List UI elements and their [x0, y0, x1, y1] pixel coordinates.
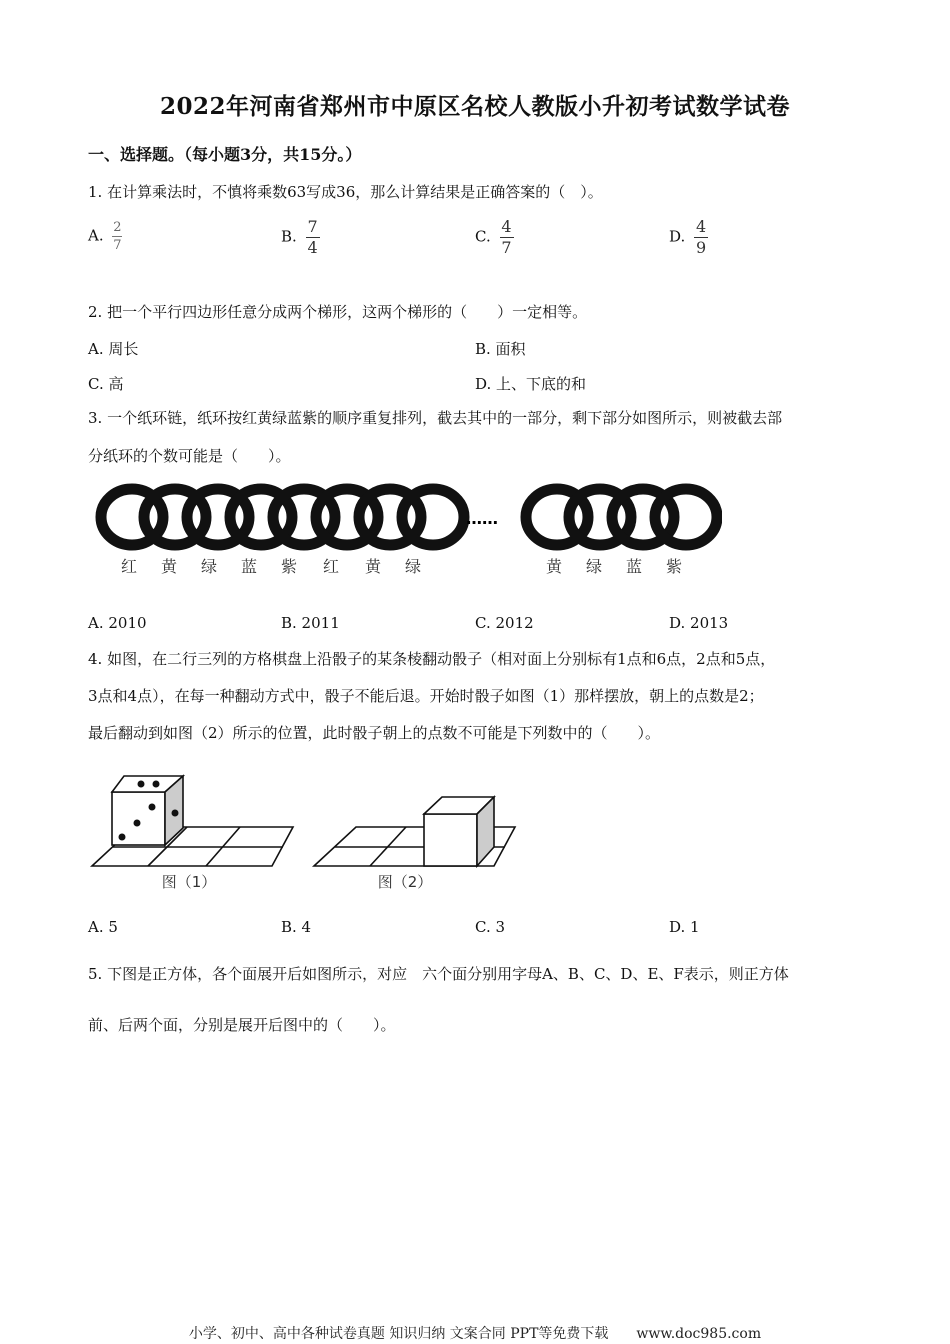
die-2-front [424, 814, 477, 866]
q4-option-b: B. 4 [281, 918, 312, 936]
q2-option-d: D. 上、下底的和 [475, 375, 587, 393]
question-3-line2: 分纸环的个数可能是（ ）。 [88, 447, 291, 465]
fraction: $\frac{2}{7}$ [113, 220, 122, 253]
q4-option-c: C. 3 [475, 918, 506, 936]
q2-option-b: B. 面积 [475, 340, 526, 358]
q1-option-c: C. $\frac{4}{7}$ [475, 217, 512, 257]
question-5-line1: 5. 下图是正方体，各个面展开后如图所示，对应 六个面分别用字母A、B、C、D、E、F表示，则正方体 [88, 965, 789, 983]
q2-option-a: A. 周长 [88, 340, 139, 358]
q3-option-a: A. 2010 [88, 614, 147, 632]
section-heading: 一、选择题。（每小题3分，共15分。） [88, 145, 362, 164]
ring-label: 绿 [404, 557, 422, 576]
fraction: $\frac{4}{9}$ [695, 217, 707, 257]
q3-option-d: D. 2013 [669, 614, 729, 632]
question-3-line1: 3. 一个纸环链，纸环按红黄绿蓝紫的顺序重复排列，截去其中的一部分，剩下部分如图所示，则被截去部 [88, 409, 783, 427]
ring-label: 紫 [665, 557, 683, 576]
ring-label: 黄 [545, 557, 563, 576]
ring-chain-figure [92, 480, 722, 580]
figure-1-caption: 图（1） [161, 873, 217, 891]
page-footer: 小学、初中、高中各种试卷真题 知识归纳 文案合同 PPT等免费下载 www.doc985.com [188, 1326, 762, 1342]
ring-label: 红 [322, 557, 340, 576]
page-title: 2022年河南省郑州市中原区名校人教版小升初考试数学试卷 [159, 93, 790, 120]
q2-option-c: C. 高 [88, 375, 124, 393]
q3-option-b: B. 2011 [281, 614, 340, 632]
figure-2-caption: 图（2） [377, 873, 433, 891]
ring-label: 蓝 [625, 557, 643, 576]
q1-option-a: A. $\frac{2}{7}$ [88, 220, 122, 253]
q1-option-b: B. $\frac{7}{4}$ [281, 217, 318, 257]
question-2-text: 2. 把一个平行四边形任意分成两个梯形，这两个梯形的（ ）一定相等。 [88, 303, 588, 321]
ring [402, 489, 464, 545]
ring-label: 黄 [364, 557, 382, 576]
ring-label: 紫 [280, 557, 298, 576]
q4-option-d: D. 1 [669, 918, 700, 936]
ring-label: 绿 [200, 557, 218, 576]
fraction: $\frac{4}{7}$ [501, 217, 512, 257]
q1-option-d: D. $\frac{4}{9}$ [669, 217, 707, 257]
fraction: $\frac{7}{4}$ [307, 217, 318, 257]
ring-label: 绿 [585, 557, 603, 576]
ring [655, 489, 717, 545]
ring-label: 红 [120, 557, 138, 576]
q4-option-a: A. 5 [88, 918, 118, 936]
question-5-line2: 前、后两个面，分别是展开后图中的（ ）。 [88, 1016, 396, 1034]
question-4-line2: 3点和4点），在每一种翻动方式中，骰子不能后退。开始时骰子如图（1）那样摆放，朝上的点数是2； [88, 687, 764, 705]
ring-label: 蓝 [240, 557, 258, 576]
ring-label: 黄 [160, 557, 178, 576]
question-1-text: 1. 在计算乘法时，不慎将乘数63写成36，那么计算结果是正确答案的（ ）。 [88, 183, 603, 201]
dice-board-figure [88, 770, 528, 895]
question-4-line1: 4. 如图，在二行三列的方格棋盘上沿骰子的某条棱翻动骰子（相对面上分别标有1点和6点，2点和5点， [88, 650, 776, 668]
ellipsis-dots: …… [466, 509, 498, 528]
question-4-line3: 最后翻动到如图（2）所示的位置，此时骰子朝上的点数不可能是下列数中的（ ）。 [88, 724, 661, 742]
q3-option-c: C. 2012 [475, 614, 534, 632]
